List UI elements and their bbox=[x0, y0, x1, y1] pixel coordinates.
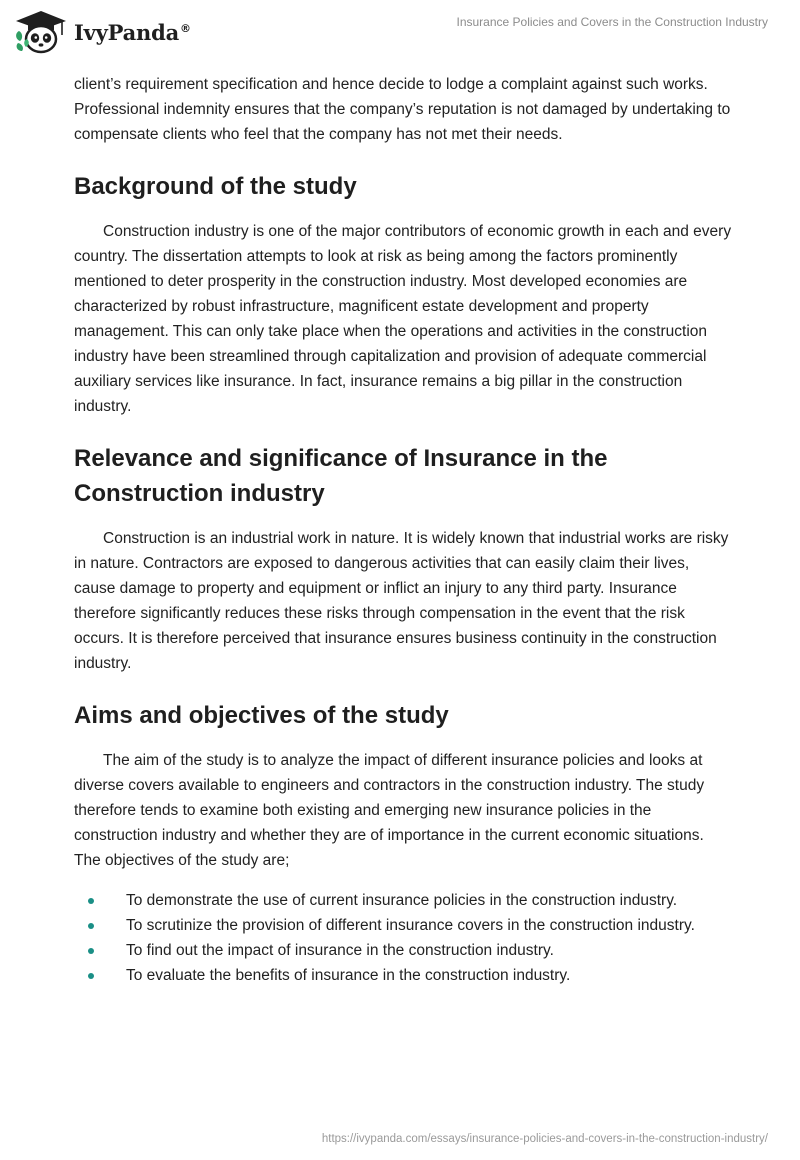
essay-content bbox=[74, 72, 734, 988]
brand-name: IvyPanda® bbox=[74, 19, 191, 45]
objective-text: To scrutinize the provision of different insurance covers in the construction industry. bbox=[126, 917, 695, 934]
list-item bbox=[74, 938, 734, 963]
list-item bbox=[74, 913, 734, 938]
document-title: Insurance Policies and Covers in the Construction Industry bbox=[456, 15, 768, 29]
objective-text: To demonstrate the use of current insurance policies in the construction industry. bbox=[126, 892, 678, 909]
section-paragraph-aims: The aim of the study is to analyze the impact of different insurance policies and looks at diverse covers available to engineers and contractors in the construction industry. The study therefore tends to examine both existing and emerging new insurance policies in the construction industry and whether they are of importance in the current economic situations. The objectives of the study are; bbox=[74, 752, 705, 869]
bullet-icon bbox=[88, 898, 94, 904]
registered-mark: ® bbox=[180, 21, 191, 35]
page-header bbox=[0, 0, 800, 64]
ivypanda-logo[interactable] bbox=[14, 9, 191, 55]
intro-paragraph: client’s requirement specification and hence decide to lodge a complaint against such works. Professional indemnity ensures that the company’s reputation is not damaged by undertaking to compensate clients who feel that the company has not met their needs. bbox=[74, 76, 731, 143]
objectives-list bbox=[74, 888, 734, 988]
section-heading-background: Background of the study bbox=[74, 173, 357, 200]
bullet-icon bbox=[88, 973, 94, 979]
objective-text: To find out the impact of insurance in the construction industry. bbox=[126, 942, 554, 959]
section-heading-relevance: Relevance and significance of Insurance in the Construction industry bbox=[74, 445, 608, 507]
bullet-icon bbox=[88, 923, 94, 929]
list-item bbox=[74, 963, 734, 988]
bullet-icon bbox=[88, 948, 94, 954]
panda-graduate-icon bbox=[14, 9, 68, 55]
list-item bbox=[74, 888, 734, 913]
section-heading-aims: Aims and objectives of the study bbox=[74, 702, 449, 729]
section-paragraph-relevance: Construction is an industrial work in nature. It is widely known that industrial works are risky in nature. Contractors are exposed to dangerous activities that can easily claim their lives, cause damage to property and equipment or inflict an injury to any third party. Insurance therefore significantly reduces these risks through compensation in the event that the risk occurs. It is therefore perceived that insurance ensures business continuity in the construction industry. bbox=[74, 530, 729, 672]
source-url[interactable]: https://ivypanda.com/essays/insurance-policies-and-covers-in-the-construction-industry/ bbox=[321, 1133, 768, 1145]
section-paragraph-background: Construction industry is one of the major contributors of economic growth in each and every country. The dissertation attempts to look at risk as being among the factors prominently mentioned to deter prosperity in the construction industry. Most developed economies are characterized by robust infrastructure, magnificent estate development and property management. This can only take place when the operations and activities in the construction industry have been streamlined through capitalization and provision of adequate commercial auxiliary services like insurance. In fact, insurance remains a big pillar in the construction industry. bbox=[74, 223, 732, 415]
objective-text: To evaluate the benefits of insurance in the construction industry. bbox=[126, 967, 571, 984]
